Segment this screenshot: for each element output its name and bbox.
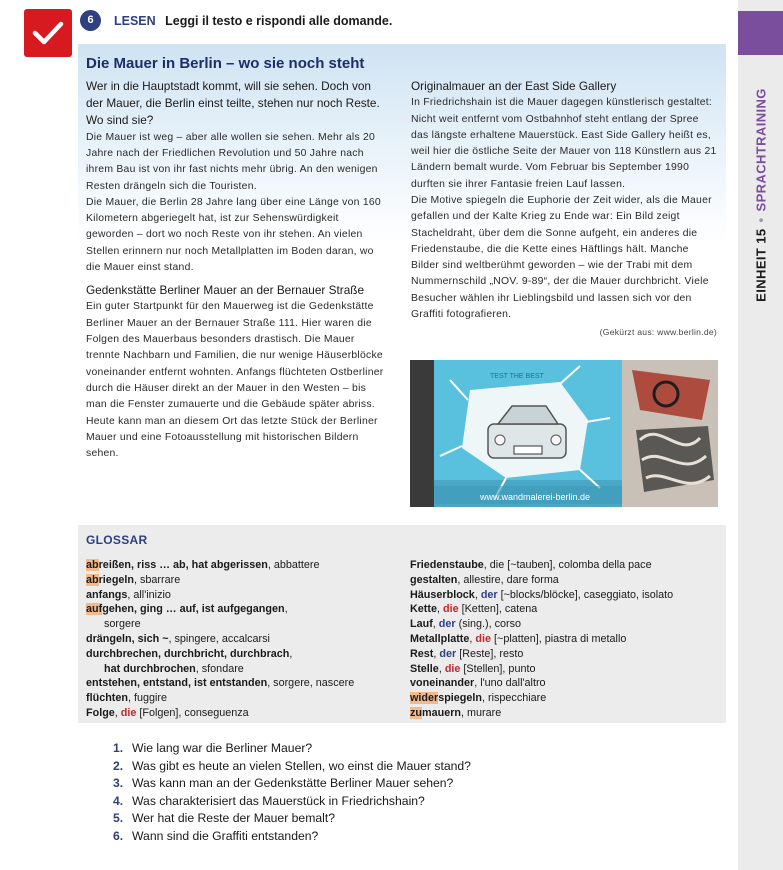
glossary-entry <box>410 691 720 706</box>
glossary-term: riegeln <box>98 573 135 586</box>
glossary-entry: Rest, der [Reste], resto <box>410 647 524 660</box>
glossary-term: Friedenstaube <box>410 559 484 571</box>
glossary-translation: , <box>289 647 293 660</box>
section-label: SPRACHTRAINING <box>753 88 768 212</box>
glossary-translation: [~blocks/blöcke], caseggiato, isolato <box>497 588 674 601</box>
paragraph: Heute kann man an diesem Ort das letzte Stück der Berliner Mauer und eine Fotoausstellung mit historischen Bildern sehen. <box>86 415 378 460</box>
article-die: die <box>475 632 492 645</box>
glossary-translation: , fuggire <box>128 692 168 705</box>
separator-dot: • <box>753 217 768 223</box>
question-text: Was kann man an der Gedenkstätte Berliner Mauer sehen? <box>132 776 454 791</box>
question-text: Was gibt es heute an vielen Stellen, wo einst die Mauer stand? <box>132 758 471 773</box>
glossary-term: reißen, riss … ab, hat abgerissen <box>98 559 268 571</box>
glossary-entry <box>86 632 396 647</box>
article-der: der <box>438 618 456 631</box>
glossary-term: Lauf <box>410 618 433 631</box>
question-number: 4. <box>113 793 124 808</box>
subheading: Originalmauer an der East Side Gallery <box>411 79 617 93</box>
glossary-entry <box>86 602 396 617</box>
article-die: die <box>120 706 137 719</box>
glossary-entry: Folge, die [Folgen], conseguenza <box>86 706 249 719</box>
glossary-term: gestalten <box>410 573 458 586</box>
article-der: der <box>439 647 457 660</box>
exercise-number: 6 <box>80 10 101 31</box>
highlighted-prefix: wider <box>410 692 439 705</box>
article-title: Die Mauer in Berlin – wo sie noch steht <box>86 55 365 72</box>
glossary-translation: [Folgen], conseguenza <box>136 706 249 719</box>
highlighted-prefix: zu <box>410 706 422 719</box>
glossary-translation: , <box>284 603 288 616</box>
question-list <box>113 740 471 846</box>
question-item <box>113 810 471 828</box>
checkmark-badge <box>24 9 72 57</box>
glossary-term: flüchten <box>86 692 128 705</box>
glossary-translation: , sbarrare <box>134 573 181 586</box>
question-number: 2. <box>113 758 124 773</box>
question-item <box>113 775 471 793</box>
glossary-entry <box>86 588 396 603</box>
glossary-translation: , allestire, dare forma <box>457 573 559 586</box>
sidebar-strip <box>738 0 783 870</box>
glossary-term: durchbrechen, durchbricht, durchbrach <box>86 647 290 660</box>
glossary-entry: Metallplatte, die [~platten], piastra di metallo <box>410 632 627 645</box>
glossary-term: entstehen, entstand, ist entstanden <box>86 677 268 690</box>
glossary-column-left <box>86 558 396 721</box>
photo-watermark: www.wandmalerei-berlin.de <box>480 492 591 502</box>
article-column-right <box>411 78 717 339</box>
highlighted-prefix: auf <box>86 603 103 616</box>
wall-text: TEST THE BEST <box>490 373 544 380</box>
glossary-entry <box>86 662 396 677</box>
glossary-column-right <box>410 558 720 721</box>
glossary-entry <box>86 558 396 573</box>
article-der: der <box>480 588 498 601</box>
glossary-term: Rest <box>410 647 434 660</box>
question-number: 6. <box>113 828 124 843</box>
glossary-translation: [~platten], piastra di metallo <box>491 632 627 645</box>
question-text: Was charakterisiert das Mauerstück in Friedrichshain? <box>132 793 425 808</box>
glossary-translation: , rispecchiare <box>482 692 547 705</box>
glossary-entry: Häuserblock, der [~blocks/blöcke], caseggiato, isolato <box>410 588 674 601</box>
glossary-title: GLOSSAR <box>86 533 148 547</box>
paragraph: Die Mauer, die Berlin 28 Jahre lang über eine Länge von 160 Kilometern abgeriegelt hat, ist zur Sehenswürdigkeit geworden – dort wo noch Reste von ihr stehen. An vielen Stellen erinnern nur noch Metallplatten im Boden daran, wo die Mauer einst stand. <box>86 196 381 273</box>
question-item <box>113 740 471 758</box>
question-text: Wie lang war die Berliner Mauer? <box>132 741 313 755</box>
glossary-entry <box>410 706 720 721</box>
glossary-entry <box>86 691 396 706</box>
article-die: die <box>443 603 459 616</box>
glossary-translation: , sorgere, nascere <box>267 677 355 690</box>
glossary-term: drängeln, sich ~ <box>86 632 169 645</box>
article-column-left <box>86 78 388 462</box>
glossary-translation: , spingere, accalcarsi <box>168 632 270 645</box>
glossary-entry <box>86 647 396 662</box>
article-lead: Wer in die Hauptstadt kommt, will sie sehen. Doch von der Mauer, die Berlin einst teilte, stehen nur noch Reste. Wo sind sie? <box>86 79 380 128</box>
glossary-translation: , murare <box>461 706 502 719</box>
highlighted-prefix: ab <box>86 559 99 571</box>
glossary-translation: , colomba della pace <box>552 559 652 571</box>
glossary-entry <box>410 573 720 588</box>
question-text: Wann sind die Graffiti entstanden? <box>132 828 319 843</box>
question-item <box>113 793 471 811</box>
glossary-entry: Lauf, der (sing.), corso <box>410 618 522 631</box>
glossary-entry <box>86 617 396 632</box>
glossary-term: Metallplatte <box>410 632 470 645</box>
glossary-term: spiegeln <box>438 692 483 705</box>
subheading: Gedenkstätte Berliner Mauer an der Bernauer Straße <box>86 283 365 298</box>
glossary-term: mauern <box>422 706 462 719</box>
question-text: Wer hat die Reste der Mauer bemalt? <box>132 811 335 826</box>
question-item <box>113 828 471 846</box>
paragraph: Die Motive spiegeln die Euphorie der Zeit wider, als die Mauer gefallen und der Kalte Krieg zu Ende war: Ein Bild zeigt Stacheldraht, über dem die Sonne aufgeht, ein anderes die Friedenstaube, die die Kette eines Häftlings hält. Manche Bilder sind weltberühmt geworden – wie der Trabi mit dem Nummernschild „NOV. 9-89“, der die Mauer durchbricht. Viele Besucher wählen ihr Lieblingsbild und lassen sich vor den Graffiti fotografieren. <box>411 194 712 321</box>
glossary-translation: [Stellen], punto <box>460 662 536 675</box>
section-color-tab <box>738 11 783 55</box>
glossary-translation: [Ketten], catena <box>458 603 538 616</box>
glossary-term: hat durchbrochen <box>104 662 196 675</box>
glossary-term: Häuserblock <box>410 588 475 601</box>
glossary-translation: [Reste], resto <box>456 647 524 660</box>
checkmark-icon <box>24 9 72 57</box>
glossary-term: gehen, ging … auf, ist aufgegangen <box>102 603 285 616</box>
unit-label: EINHEIT 15 <box>753 228 768 302</box>
glossary-term: voneinander <box>410 677 475 690</box>
article-die: die <box>444 662 461 675</box>
question-number: 3. <box>113 776 124 791</box>
paragraph: Ein guter Startpunkt für den Mauerweg ist die Gedenkstätte Berliner Mauer an der Bernauer Straße 111. Hier waren die Folgen des Mauerbaus besonders drastisch. Die Mauer trennte Nachbarn und Familien, die nur wenige Häuserblöcke voneinander entfernt wohnten. Anfangs flüchteten Ostberliner durch die Häuser direkt an der Mauer in den Westen – bis man die Fenster zumauerte und die Gebäude später abriss. <box>86 301 384 411</box>
glossary-translation: , sfondare <box>195 662 244 675</box>
glossary-term: Kette <box>410 603 437 616</box>
question-number: 1. <box>113 741 124 755</box>
task-instruction: Leggi il testo e rispondi alle domande. <box>165 14 393 28</box>
glossary-entry <box>410 558 720 573</box>
highlighted-prefix: ab <box>86 573 99 586</box>
task-label: LESEN <box>114 14 156 28</box>
question-number: 5. <box>113 811 124 826</box>
glossary-translation: (sing.), corso <box>455 618 522 631</box>
glossary-entry <box>410 676 720 691</box>
glossary-translation: , abbattere <box>267 559 320 571</box>
glossary-translation: , l'uno dall'altro <box>474 677 546 690</box>
glossary-translation: , all'inizio <box>127 588 171 601</box>
glossary-translation: sorgere <box>104 618 141 631</box>
question-item <box>113 758 471 776</box>
glossary-entry <box>86 676 396 691</box>
glossary-term: anfangs <box>86 588 128 601</box>
glossary-article-text: , die [~tauben] <box>483 559 553 571</box>
glossary-box <box>78 525 726 723</box>
east-side-gallery-photo <box>410 360 718 507</box>
glossary-term: Stelle <box>410 662 439 675</box>
glossary-entry: Stelle, die [Stellen], punto <box>410 662 536 675</box>
source-note: (Gekürzt aus: www.berlin.de) <box>599 327 717 338</box>
glossary-term: Folge <box>86 706 115 719</box>
glossary-entry <box>86 573 396 588</box>
task-header <box>114 14 392 28</box>
sidebar-heading <box>753 88 768 302</box>
glossary-entry: Kette, die [Ketten], catena <box>410 603 538 616</box>
paragraph: Die Mauer ist weg – aber alle wollen sie sehen. Mehr als 20 Jahre nach der Friedlichen Revolution und 50 Jahre nach ihrem Bau ist von ihr fast nichts mehr übrig. An den wenigen Resten drängeln sich die Touristen. <box>86 131 378 192</box>
paragraph: In Friedrichshain ist die Mauer dagegen künstlerisch gestaltet: Nicht weit entfernt vom Ostbahnhof steht entlang der Spree das längste erhaltene Mauerstück. East Side Gallery heißt es, weil hier die östliche Seite der Mauer von 118 Künstlern aus 21 Ländern bemalt wurde. Vom Februar bis September 1990 durften sie ihrer Fantasie freien Lauf lassen. <box>411 97 717 190</box>
